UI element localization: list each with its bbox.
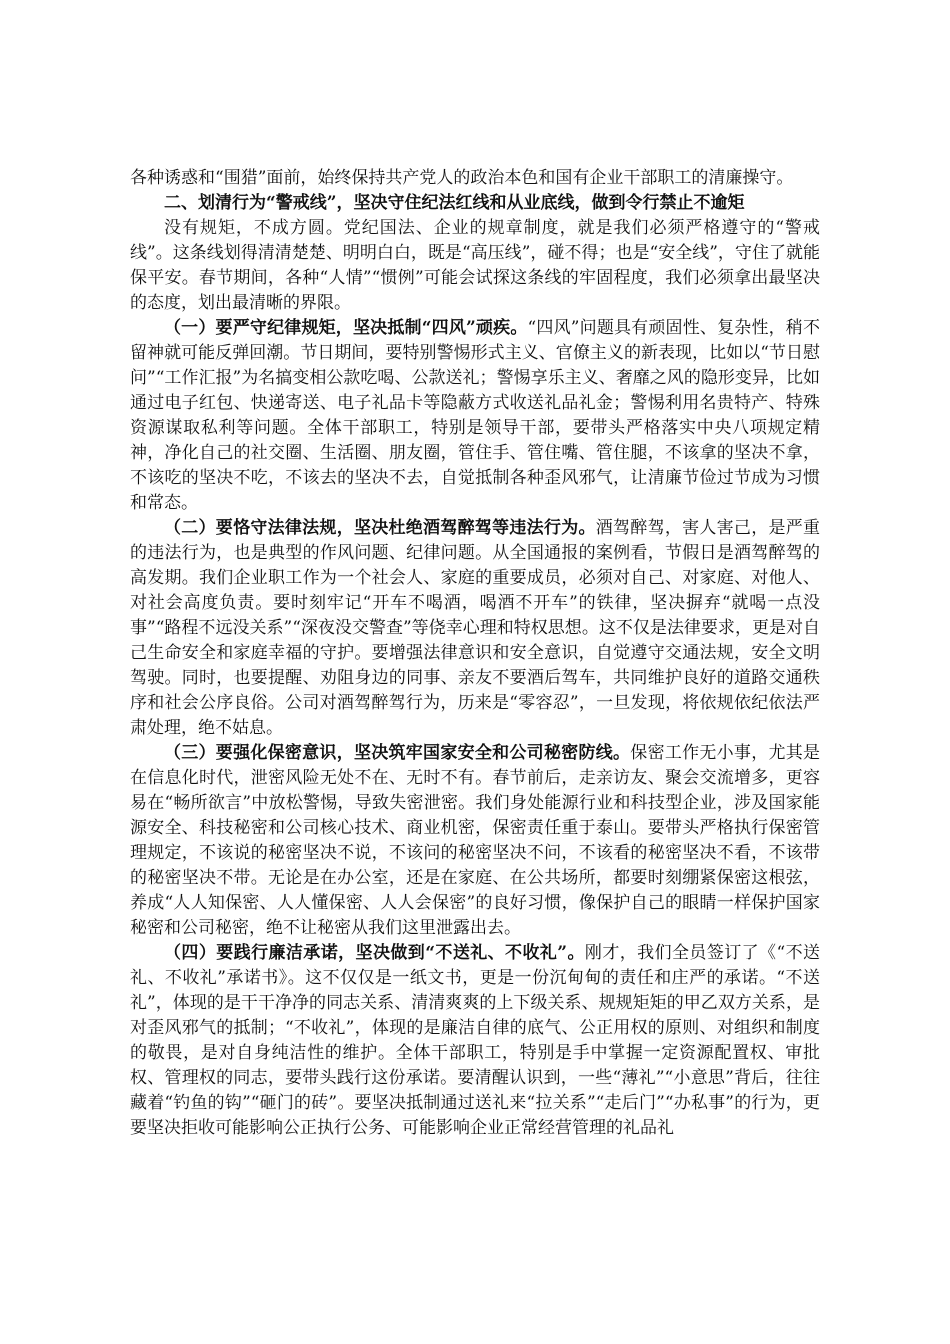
paragraph-continued: 各种诱惑和“围猎”面前，始终保持共产党人的政治本色和国有企业干部职工的清廉操守。 (130, 168, 794, 188)
subsection-2-body: 酒驾醉驾，害人害己，是严重的违法行为，也是典型的作风问题、纪律问题。从全国通报的案例看，节假日是酒驾醉驾的高发期。我们企业职工作为一个社会人、家庭的重要成员，必须对自己、对家庭、对他人、对社会高度负责。要时刻牢记“开车不喝酒，喝酒不开车”的铁律，坚决摒弃“就喝一点没事”“路程不远没关系”“深夜没交警查”等侥幸心理和特权思想。这不仅是法律要求，更是对自己生命安全和家庭幸福的守护。要增强法律意识和安全意识，自觉遵守交通法规，安全文明驾驶。同时，也要提醒、劝阻身边的同事、亲友不要酒后驾车，共同维护良好的道路交通秩序和社会公序良俗。公司对酒驾醉驾行为，历来是“零容忍”，一旦发现，将依规依纪依法严肃处理，绝不姑息。 (130, 518, 821, 738)
subsection-2-lead: （二）要恪守法律法规，坚决杜绝酒驾醉驾等违法行为。 (164, 518, 596, 538)
subsection-3-lead: （三）要强化保密意识，坚决筑牢国家安全和公司秘密防线。 (164, 743, 631, 763)
paragraph-intro: 没有规矩，不成方圆。党纪国法、企业的规章制度，就是我们必须严格遵守的“警戒线”。这条线划得清清楚楚、明明白白，既是“高压线”，碰不得；也是“安全线”，守住了就能保平安。春节期间，各种“人情”“惯例”可能会试探这条线的牢固程度，我们必须拿出最坚决的态度，划出最清晰的界限。 (130, 218, 820, 313)
subsection-3 (130, 741, 820, 941)
subsection-4-lead: （四）要践行廉洁承诺，坚决做到“不送礼、不收礼”。 (164, 943, 585, 963)
section-heading-2: 二、划清行为“警戒线”，坚决守住纪法红线和从业底线，做到令行禁止不逾矩 (164, 193, 745, 213)
subsection-3-body: 保密工作无小事，尤其是在信息化时代，泄密风险无处不在、无时不有。春节前后，走亲访友、聚会交流增多，更容易在“畅所欲言”中放松警惕，导致失密泄密。我们身处能源行业和科技型企业，涉及国家能源安全、科技秘密和公司核心技术、商业机密，保密责任重于泰山。要带头严格执行保密管理规定，不该说的秘密坚决不说，不该问的秘密坚决不问，不该看的秘密坚决不看，不该带的秘密坚决不带。无论是在办公室，还是在家庭、在公共场所，都要时刻绷紧保密这根弦，养成“人人知保密、人人懂保密、人人会保密”的良好习惯，像保护自己的眼睛一样保护国家秘密和公司秘密，绝不让秘密从我们这里泄露出去。 (130, 743, 820, 938)
subsection-2 (130, 516, 820, 741)
subsection-1 (130, 316, 820, 516)
subsection-4 (130, 941, 820, 1141)
subsection-4-body: 刚才，我们全员签订了《“不送礼、不收礼”承诺书》。这不仅仅是一纸文书，更是一份沉甸甸的责任和庄严的承诺。“不送礼”，体现的是干干净净的同志关系、清清爽爽的上下级关系、规规矩矩的甲乙双方关系，是对歪风邪气的抵制；“不收礼”，体现的是廉洁自律的底气、公正用权的原则、对组织和制度的敬畏，是对自身纯洁性的维护。全体干部职工，特别是手中掌握一定资源配置权、审批权、管理权的同志，要带头践行这份承诺。要清醒认识到，一些“薄礼”“小意思”背后，往往藏着“钓鱼的钩”“砸门的砖”。要坚决抵制通过送礼来“拉关系”“走后门”“办私事”的行为，更要坚决拒收可能影响公正执行公务、可能影响企业正常经营管理的礼品礼 (130, 943, 820, 1138)
document-page (130, 166, 820, 1141)
subsection-1-lead: （一）要严守纪律规矩，坚决抵制“四风”顽疾。 (164, 318, 528, 338)
subsection-1-body: “四风”问题具有顽固性、复杂性，稍不留神就可能反弹回潮。节日期间，要特别警惕形式主义、官僚主义的新表现，比如以“节日慰问”“工作汇报”为名搞变相公款吃喝、公款送礼；警惕享乐主义、奢靡之风的隐形变异，比如通过电子红包、快递寄送、电子礼品卡等隐蔽方式收送礼品礼金；警惕利用名贵特产、特殊资源谋取私利等问题。全体干部职工，特别是领导干部，要带头严格落实中央八项规定精神，净化自己的社交圈、生活圈、朋友圈，管住手、管住嘴、管住腿，不该拿的坚决不拿，不该吃的坚决不吃，不该去的坚决不去，自觉抵制各种歪风邪气，让清廉节俭过节成为习惯和常态。 (130, 318, 820, 513)
